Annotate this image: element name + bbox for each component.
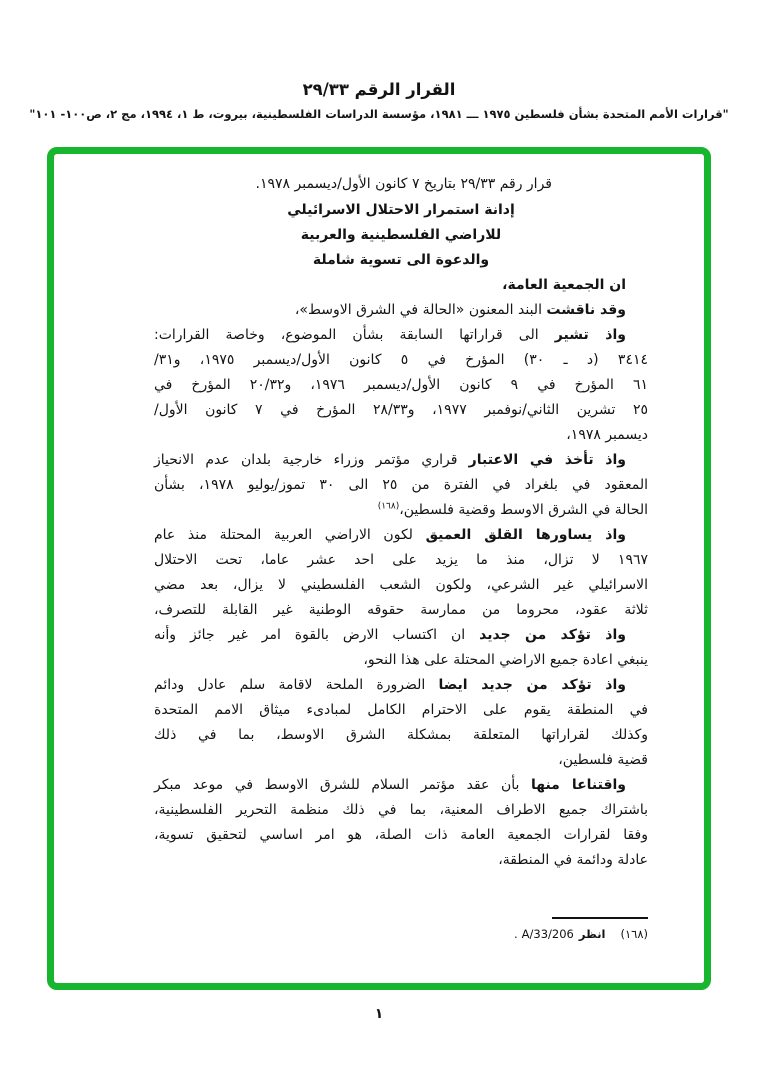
bold-text-run: للاراضي الفلسطينية والعربية (300, 227, 502, 243)
bold-text-run: والدعوة الى تسوية شاملة (312, 252, 490, 268)
footnote-ref: (١٦٨) (377, 501, 400, 512)
text-run: البند المعنون «الحالة في الشرق الاوسط»، (294, 302, 547, 318)
document-source-line: "قرارات الأمم المتحدة بشأن فلسطين ١٩٧٥ ـــ ١٩٨١، مؤسسة الدراسات الفلسطينية، بيروت، ط ١، ١٩٩٤، مج ٢، ص١٠٠- ١٠١" (29, 107, 729, 121)
footnote-label: انظر (578, 927, 606, 941)
body-line (154, 398, 648, 423)
text-run: قضية فلسطين، (558, 752, 648, 768)
text-run: ٦١ المؤرخ في ٩ كانون الأول/ديسمبر ١٩٧٦، و٢٠/٣٢ المؤرخ في (154, 377, 648, 393)
bold-text-run: واذ تؤكد من جديد (479, 627, 626, 643)
text-run: المعقود في بلغراد في الفترة من ٢٥ الى ٣٠ تموز/يوليو ١٩٧٨، بشأن (154, 477, 649, 493)
body-line (154, 348, 648, 373)
body-line (154, 848, 648, 873)
page-number: ١ (374, 1006, 384, 1022)
text-run: ثلاثة عقود، محروما من ممارسة حقوقه الوطنية غير القابلة للتصرف، (154, 602, 648, 618)
body-line (154, 473, 648, 498)
footnote-doc-ref: A/33/206 (521, 927, 574, 941)
text-run: ١٩٦٧ لا تزال، منذ ما يزيد على احد عشر عاما، تحت الاحتلال (154, 552, 648, 568)
body-line (154, 423, 648, 448)
text-run: عادلة ودائمة في المنطقة، (498, 852, 648, 868)
text-run: قرار رقم ٢٩/٣٣ بتاريخ ٧ كانون الأول/ديسمبر ١٩٧٨. (255, 176, 552, 192)
text-run: ٣٤١٤ (د ـ ٣٠) المؤرخ في ٥ كانون الأول/ديسمبر ١٩٧٥، و٣١/ (154, 352, 648, 368)
body-line (154, 448, 648, 473)
text-run: الضرورة الملحة لاقامة سلم عادل ودائم (154, 677, 439, 693)
body-line (154, 373, 648, 398)
footnote-area (154, 917, 648, 942)
text-run: الحالة في الشرق الاوسط وقضية فلسطين، (399, 502, 648, 518)
body-line (154, 248, 648, 273)
text-run: ٢٥ تشرين الثاني/نوفمبر ١٩٧٧، و٢٨/٣٣ المؤرخ في ٧ كانون الأول/ (154, 402, 648, 418)
text-run: ان اكتساب الارض بالقوة امر غير جائز وأنه (154, 627, 480, 643)
body-line (154, 298, 648, 323)
bold-text-run: ان الجمعية العامة، (502, 277, 626, 293)
text-run: الاسرائيلي غير الشرعي، ولكون الشعب الفلسطيني لا يزال، بعد مضي (154, 577, 648, 593)
bold-text-run: وقد ناقشت (546, 302, 626, 318)
document-title: القرار الرقم ٢٩/٣٣ (302, 80, 456, 99)
bold-text-run: واذ تؤكد من جديد ايضا (438, 677, 626, 693)
body-line (154, 323, 648, 348)
text-run: الى قراراتها السابقة بشأن الموضوع، وخاصة القرارات: (154, 327, 555, 343)
text-run: ديسمبر ١٩٧٨، (566, 427, 648, 443)
bold-text-run: إدانة استمرار الاحتلال الاسرائيلي (287, 202, 515, 218)
text-run: لكون الاراضي العربية المحتلة منذ عام (154, 527, 426, 543)
text-run: بأن عقد مؤتمر السلام للشرق الاوسط في موعد مبكر (154, 777, 531, 793)
body-line (154, 172, 648, 197)
body-line (154, 498, 648, 523)
body-line (154, 673, 648, 698)
body-line (154, 748, 648, 773)
text-run: ينبغي اعادة جميع الاراضي المحتلة على هذا النحو، (363, 652, 648, 668)
bold-text-run: واذ تأخذ في الاعتبار (468, 452, 626, 468)
footnote-marker: (١٦٨) (620, 927, 648, 941)
body-line (154, 773, 648, 798)
footnote-separator (552, 917, 648, 919)
bold-text-run: واذ تشير (554, 327, 626, 343)
body-line (154, 273, 648, 298)
text-run: قراري مؤتمر وزراء خارجية بلدان عدم الانحياز (154, 452, 469, 468)
body-line (154, 698, 648, 723)
resolution-box (47, 147, 711, 990)
body-line (154, 573, 648, 598)
resolution-body (154, 172, 648, 873)
bold-text-run: واقتناعا منها (530, 777, 627, 793)
text-run: وكذلك لقراراتها المتعلقة بمشكلة الشرق الاوسط، بما في ذلك (154, 727, 648, 743)
text-run: في المنطقة يقوم على الاحترام الكامل لمبادىء ميثاق الامم المتحدة (154, 702, 648, 718)
body-line (154, 623, 648, 648)
body-line (154, 223, 648, 248)
body-line (154, 198, 648, 223)
footnote-period: . (513, 927, 518, 941)
body-line (154, 523, 648, 548)
body-line (154, 648, 648, 673)
body-line (154, 598, 648, 623)
body-line (154, 723, 648, 748)
body-line (154, 798, 648, 823)
body-line (154, 548, 648, 573)
text-run: باشتراك جميع الاطراف المعنية، بما في ذلك منظمة التحرير الفلسطينية، (154, 802, 648, 818)
footnote (154, 926, 648, 942)
text-run: وفقا لقرارات الجمعية العامة ذات الصلة، هو امر اساسي لتحقيق تسوية، (154, 827, 648, 843)
body-line (154, 823, 648, 848)
bold-text-run: واذ يساورها القلق العميق (425, 527, 626, 543)
